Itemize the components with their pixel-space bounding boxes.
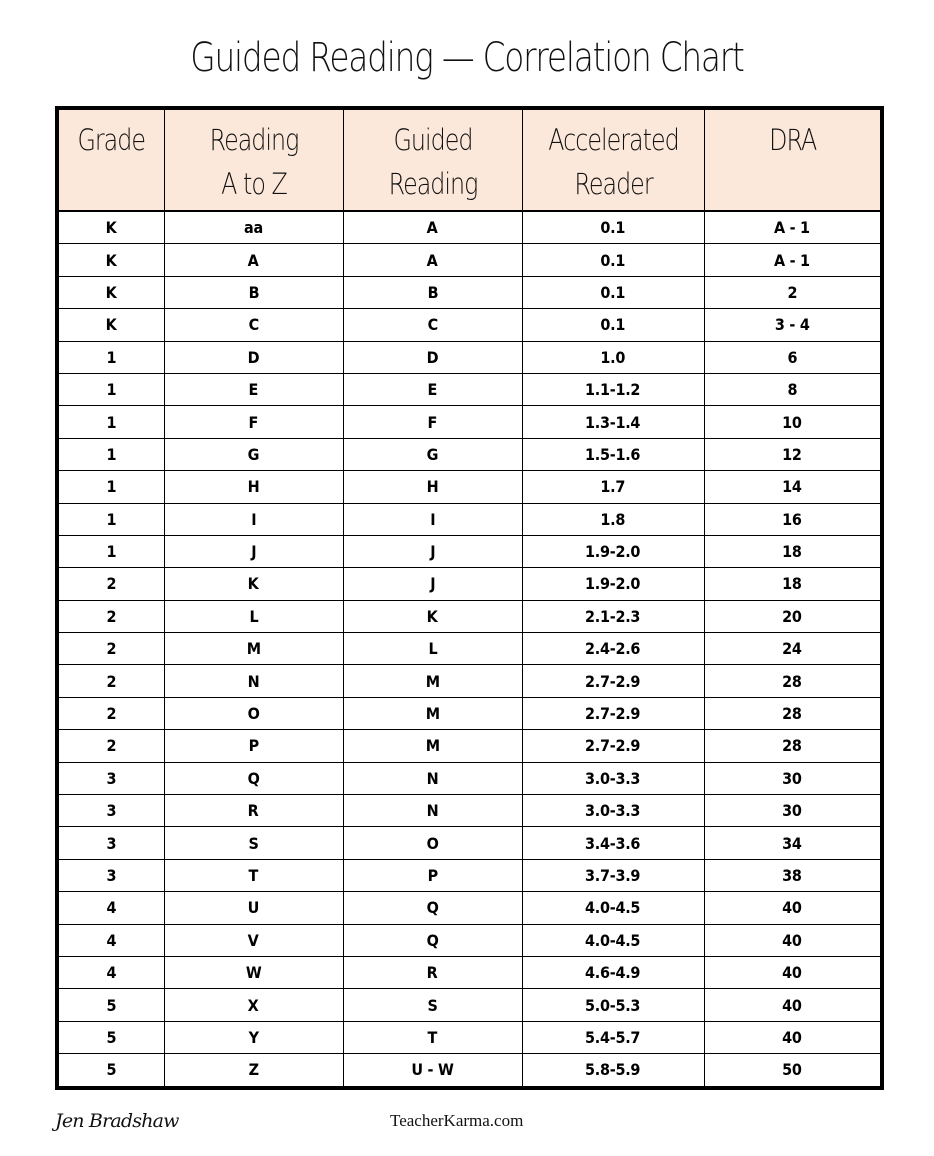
cell-accelerated-reader: 0.1 <box>522 309 704 341</box>
cell-reading-a-to-z: U <box>164 892 343 924</box>
cell-accelerated-reader: 4.0-4.5 <box>522 892 704 924</box>
table-row <box>57 924 882 956</box>
table-row <box>57 1054 882 1088</box>
cell-reading-a-to-z: I <box>164 503 343 535</box>
cell-grade: 5 <box>57 1021 164 1053</box>
cell-reading-a-to-z: O <box>164 697 343 729</box>
cell-dra: 30 <box>704 795 882 827</box>
cell-guided-reading: M <box>343 665 522 697</box>
table-row <box>57 633 882 665</box>
cell-grade: 2 <box>57 600 164 632</box>
cell-guided-reading: K <box>343 600 522 632</box>
cell-grade: K <box>57 211 164 244</box>
cell-guided-reading: N <box>343 762 522 794</box>
cell-accelerated-reader: 0.1 <box>522 211 704 244</box>
table-row <box>57 309 882 341</box>
cell-grade: 2 <box>57 633 164 665</box>
cell-grade: 5 <box>57 989 164 1021</box>
cell-guided-reading: Q <box>343 924 522 956</box>
cell-guided-reading: P <box>343 859 522 891</box>
cell-accelerated-reader: 4.6-4.9 <box>522 956 704 988</box>
cell-dra: 14 <box>704 471 882 503</box>
cell-dra: 40 <box>704 1021 882 1053</box>
header-accelerated-reader: Accelerated Reader <box>522 108 704 211</box>
cell-dra: 40 <box>704 956 882 988</box>
table-row <box>57 762 882 794</box>
cell-guided-reading: B <box>343 276 522 308</box>
cell-guided-reading: S <box>343 989 522 1021</box>
cell-reading-a-to-z: Q <box>164 762 343 794</box>
cell-guided-reading: C <box>343 309 522 341</box>
cell-reading-a-to-z: A <box>164 244 343 276</box>
cell-grade: 4 <box>57 924 164 956</box>
cell-reading-a-to-z: S <box>164 827 343 859</box>
cell-grade: 2 <box>57 568 164 600</box>
cell-reading-a-to-z: G <box>164 438 343 470</box>
cell-grade: 1 <box>57 341 164 373</box>
table-row <box>57 665 882 697</box>
table-row <box>57 341 882 373</box>
table-row <box>57 438 882 470</box>
cell-guided-reading: E <box>343 373 522 405</box>
cell-accelerated-reader: 1.3-1.4 <box>522 406 704 438</box>
cell-guided-reading: N <box>343 795 522 827</box>
cell-grade: 1 <box>57 535 164 567</box>
cell-accelerated-reader: 1.9-2.0 <box>522 535 704 567</box>
cell-reading-a-to-z: F <box>164 406 343 438</box>
cell-reading-a-to-z: M <box>164 633 343 665</box>
table-row <box>57 827 882 859</box>
table-row <box>57 276 882 308</box>
cell-accelerated-reader: 3.0-3.3 <box>522 795 704 827</box>
cell-dra: 40 <box>704 924 882 956</box>
cell-dra: 12 <box>704 438 882 470</box>
table-row <box>57 406 882 438</box>
cell-dra: 20 <box>704 600 882 632</box>
header-grade: Grade <box>57 108 164 211</box>
header-dra: DRA <box>704 108 882 211</box>
table-row <box>57 1021 882 1053</box>
cell-grade: 3 <box>57 795 164 827</box>
cell-dra: 24 <box>704 633 882 665</box>
cell-grade: K <box>57 276 164 308</box>
table-row <box>57 989 882 1021</box>
page-title: Guided Reading — Correlation Chart <box>190 35 744 81</box>
cell-guided-reading: I <box>343 503 522 535</box>
cell-grade: 1 <box>57 503 164 535</box>
cell-guided-reading: M <box>343 697 522 729</box>
website-credit: TeacherKarma.com <box>390 1111 524 1130</box>
cell-reading-a-to-z: V <box>164 924 343 956</box>
cell-grade: 2 <box>57 697 164 729</box>
cell-guided-reading: M <box>343 730 522 762</box>
cell-dra: 10 <box>704 406 882 438</box>
cell-accelerated-reader: 1.7 <box>522 471 704 503</box>
cell-accelerated-reader: 0.1 <box>522 276 704 308</box>
cell-dra: 28 <box>704 697 882 729</box>
cell-reading-a-to-z: X <box>164 989 343 1021</box>
cell-reading-a-to-z: C <box>164 309 343 341</box>
cell-grade: 1 <box>57 438 164 470</box>
cell-grade: 3 <box>57 859 164 891</box>
cell-reading-a-to-z: H <box>164 471 343 503</box>
table-row <box>57 471 882 503</box>
cell-guided-reading: F <box>343 406 522 438</box>
cell-grade: 3 <box>57 762 164 794</box>
cell-accelerated-reader: 2.7-2.9 <box>522 697 704 729</box>
cell-dra: 3 - 4 <box>704 309 882 341</box>
cell-reading-a-to-z: aa <box>164 211 343 244</box>
cell-guided-reading: J <box>343 535 522 567</box>
cell-accelerated-reader: 1.9-2.0 <box>522 568 704 600</box>
cell-grade: 1 <box>57 406 164 438</box>
cell-dra: 16 <box>704 503 882 535</box>
table-row <box>57 211 882 244</box>
table-row <box>57 730 882 762</box>
correlation-table <box>55 106 884 1090</box>
cell-guided-reading: Q <box>343 892 522 924</box>
cell-guided-reading: A <box>343 244 522 276</box>
cell-dra: 40 <box>704 989 882 1021</box>
cell-grade: 1 <box>57 373 164 405</box>
cell-accelerated-reader: 1.8 <box>522 503 704 535</box>
cell-accelerated-reader: 5.8-5.9 <box>522 1054 704 1088</box>
table-row <box>57 795 882 827</box>
cell-guided-reading: U - W <box>343 1054 522 1088</box>
cell-dra: 38 <box>704 859 882 891</box>
cell-dra: 30 <box>704 762 882 794</box>
cell-dra: 2 <box>704 276 882 308</box>
cell-reading-a-to-z: D <box>164 341 343 373</box>
cell-guided-reading: A <box>343 211 522 244</box>
cell-reading-a-to-z: J <box>164 535 343 567</box>
cell-reading-a-to-z: K <box>164 568 343 600</box>
cell-grade: 3 <box>57 827 164 859</box>
cell-dra: A - 1 <box>704 244 882 276</box>
cell-reading-a-to-z: E <box>164 373 343 405</box>
cell-dra: 8 <box>704 373 882 405</box>
table-row <box>57 244 882 276</box>
cell-accelerated-reader: 3.4-3.6 <box>522 827 704 859</box>
cell-reading-a-to-z: Z <box>164 1054 343 1088</box>
cell-guided-reading: H <box>343 471 522 503</box>
cell-reading-a-to-z: R <box>164 795 343 827</box>
table-row <box>57 956 882 988</box>
table-row <box>57 373 882 405</box>
cell-grade: 2 <box>57 730 164 762</box>
cell-reading-a-to-z: L <box>164 600 343 632</box>
header-row <box>57 108 882 211</box>
cell-grade: 1 <box>57 471 164 503</box>
cell-accelerated-reader: 1.0 <box>522 341 704 373</box>
cell-dra: 34 <box>704 827 882 859</box>
table-row <box>57 859 882 891</box>
cell-accelerated-reader: 0.1 <box>522 244 704 276</box>
cell-grade: K <box>57 309 164 341</box>
cell-accelerated-reader: 1.1-1.2 <box>522 373 704 405</box>
table-row <box>57 892 882 924</box>
cell-dra: 6 <box>704 341 882 373</box>
header-guided-reading: Guided Reading <box>343 108 522 211</box>
cell-grade: 4 <box>57 956 164 988</box>
cell-dra: 50 <box>704 1054 882 1088</box>
cell-accelerated-reader: 2.7-2.9 <box>522 665 704 697</box>
cell-accelerated-reader: 3.7-3.9 <box>522 859 704 891</box>
cell-dra: 40 <box>704 892 882 924</box>
cell-reading-a-to-z: P <box>164 730 343 762</box>
cell-accelerated-reader: 2.7-2.9 <box>522 730 704 762</box>
table-row <box>57 503 882 535</box>
cell-reading-a-to-z: Y <box>164 1021 343 1053</box>
header-reading-a-to-z: Reading A to Z <box>164 108 343 211</box>
table-row <box>57 600 882 632</box>
cell-dra: 28 <box>704 665 882 697</box>
cell-grade: 5 <box>57 1054 164 1088</box>
cell-guided-reading: R <box>343 956 522 988</box>
cell-accelerated-reader: 3.0-3.3 <box>522 762 704 794</box>
cell-accelerated-reader: 1.5-1.6 <box>522 438 704 470</box>
cell-guided-reading: L <box>343 633 522 665</box>
cell-accelerated-reader: 2.1-2.3 <box>522 600 704 632</box>
cell-dra: 28 <box>704 730 882 762</box>
cell-dra: 18 <box>704 568 882 600</box>
cell-dra: A - 1 <box>704 211 882 244</box>
cell-grade: K <box>57 244 164 276</box>
cell-accelerated-reader: 2.4-2.6 <box>522 633 704 665</box>
cell-accelerated-reader: 4.0-4.5 <box>522 924 704 956</box>
cell-reading-a-to-z: W <box>164 956 343 988</box>
table-row <box>57 535 882 567</box>
cell-accelerated-reader: 5.0-5.3 <box>522 989 704 1021</box>
cell-reading-a-to-z: N <box>164 665 343 697</box>
table-body <box>57 211 882 1088</box>
author-signature: Jen Bradshaw <box>55 1110 179 1132</box>
cell-grade: 2 <box>57 665 164 697</box>
cell-guided-reading: G <box>343 438 522 470</box>
cell-guided-reading: O <box>343 827 522 859</box>
cell-grade: 4 <box>57 892 164 924</box>
table-row <box>57 697 882 729</box>
cell-guided-reading: D <box>343 341 522 373</box>
table-row <box>57 568 882 600</box>
cell-reading-a-to-z: T <box>164 859 343 891</box>
cell-accelerated-reader: 5.4-5.7 <box>522 1021 704 1053</box>
cell-guided-reading: J <box>343 568 522 600</box>
cell-dra: 18 <box>704 535 882 567</box>
cell-guided-reading: T <box>343 1021 522 1053</box>
cell-reading-a-to-z: B <box>164 276 343 308</box>
